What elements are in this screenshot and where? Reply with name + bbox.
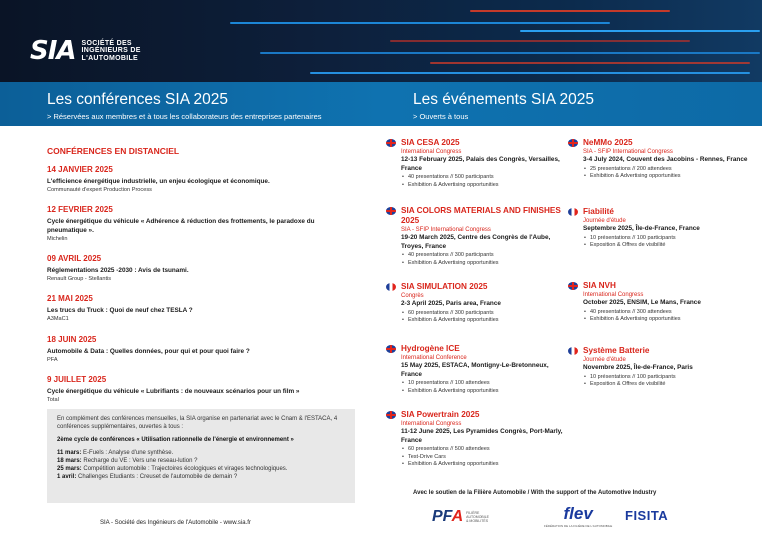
note-item [57, 465, 345, 473]
conference-organizer: Total [47, 397, 59, 403]
sia-logo[interactable] [30, 36, 141, 66]
note-cycle-title: 2ème cycle de conférences « Utilisation rationnelle de l'énergie et environnement » [57, 437, 294, 443]
event-item[interactable] [386, 410, 566, 469]
conference-title: Les trucs du Truck : Quoi de neuf chez TESLA ? [47, 307, 193, 314]
note-item-text: Challenges Etudiants : Creuset de l'automobile de demain ? [76, 474, 238, 480]
title-band [0, 82, 762, 126]
event-type: International Congress [401, 421, 462, 427]
event-detail: • Exhibition & Advertising opportunities [408, 260, 566, 268]
france-flag-icon [568, 347, 578, 355]
light-streak [520, 30, 760, 32]
event-detail: • Exposition & Offres de visibilité [590, 242, 758, 250]
conference-item [47, 375, 347, 403]
france-flag-icon [386, 283, 396, 291]
event-item[interactable] [386, 138, 566, 189]
note-item-text: Recharge du VE : Vers une reseau-lution ? [81, 458, 198, 464]
event-detail: • 25 presentations // 200 attendees [590, 166, 758, 174]
event-type: SIA - SFIP International Congress [583, 149, 673, 155]
pfa-logo[interactable] [432, 508, 489, 526]
event-detail: • Test-Drive Cars [408, 454, 566, 462]
flev-logo[interactable] [544, 504, 612, 528]
event-name: SIA NVH [583, 281, 616, 290]
event-details [408, 446, 566, 469]
note-item [57, 473, 345, 481]
event-place: October 2025, ENSIM, Le Mans, France [583, 299, 701, 306]
uk-flag-icon [386, 139, 396, 147]
event-detail: • 60 presentations // 500 attendees [408, 446, 566, 454]
note-item-date: 11 mars: [57, 450, 82, 456]
note-item [57, 449, 345, 457]
event-detail: • 40 presentations // 300 participants [408, 252, 566, 260]
conference-date: 9 JUILLET 2025 [47, 375, 107, 384]
logo-text-line: SOCIÉTÉ DES [81, 39, 132, 47]
events-subtitle: > Ouverts à tous [413, 112, 469, 121]
logo-text-line: L'AUTOMOBILE [81, 54, 138, 62]
event-details [408, 310, 566, 325]
light-streak [390, 40, 690, 42]
pfa-logo-mark [432, 508, 463, 526]
light-streak [230, 22, 610, 24]
event-name: SIA CESA 2025 [401, 138, 460, 147]
uk-flag-icon [386, 207, 396, 215]
light-streak [470, 10, 670, 12]
conference-date: 09 AVRIL 2025 [47, 254, 102, 263]
event-name: SIA COLORS MATERIALS AND FINISHES 2025 [401, 206, 561, 225]
event-detail: • 10 présentations // 100 participants [590, 374, 758, 382]
note-item-text: E-Fuels : Analyse d'une synthèse. [81, 450, 174, 456]
event-type: SIA - SFIP International Congress [401, 227, 491, 233]
event-place: 11-12 June 2025, Les Pyramides Congrès, Port-Marly, France [401, 428, 563, 444]
conference-title: Cycle énergétique du véhicule « Lubrifiants : de nouveaux scénarios pour un film » [47, 388, 300, 395]
uk-flag-icon [568, 139, 578, 147]
conference-organizer: A3MaC1 [47, 316, 69, 322]
sia-logo-mark: SIA [30, 36, 76, 66]
event-detail: • 40 presentations // 300 attendees [590, 309, 758, 317]
conference-date: 18 JUIN 2025 [47, 335, 97, 344]
pfa-logo-letters: PF [432, 508, 452, 525]
event-item[interactable] [568, 281, 758, 324]
conferences-heading: CONFÉRENCES EN DISTANCIEL [47, 146, 180, 156]
conference-title: Réglementations 2025 -2030 : Avis de tsunami. [47, 267, 189, 274]
conference-item [47, 165, 347, 193]
pfa-logo-subtitle-line: FILIÈRE [466, 511, 480, 515]
note-intro: En complément des conférences mensuelles, la SIA organise en partenariat avec le Cnam & l'ESTACA, 4 conférences supplémentaires, ouvertes à tous : [57, 416, 338, 430]
event-item[interactable] [568, 207, 758, 250]
event-detail: • 10 presentations // 100 attendees [408, 380, 566, 388]
event-type: Journée d'étude [583, 357, 626, 363]
event-item[interactable] [568, 346, 758, 389]
light-streak [310, 72, 750, 74]
event-type: Congrès [401, 293, 424, 299]
note-item [57, 457, 345, 465]
conference-organizer: Michelin [47, 236, 68, 242]
event-details [408, 252, 566, 267]
uk-flag-icon [386, 345, 396, 353]
conference-item [47, 294, 347, 322]
conference-item [47, 335, 347, 363]
event-place: 3-4 July 2024, Couvent des Jacobins - Rennes, France [583, 156, 748, 163]
event-place: 2-3 April 2025, Paris area, France [401, 300, 501, 307]
pfa-logo-subtitle-line: AUTOMOBILE [466, 515, 490, 519]
event-place: 15 May 2025, ESTACA, Montigny-Le-Bretonneux, France [401, 362, 549, 378]
uk-flag-icon [386, 411, 396, 419]
event-detail: • Exhibition & Advertising opportunities [408, 461, 566, 469]
conference-organizer: PFA [47, 357, 58, 363]
pfa-logo-subtitle-line: & MOBILITÉS [466, 519, 489, 523]
event-type: International Conference [401, 355, 467, 361]
events-title: Les événements SIA 2025 [413, 91, 594, 108]
event-details [590, 374, 758, 389]
conference-date: 14 JANVIER 2025 [47, 165, 113, 174]
supplementary-conferences-box [47, 409, 355, 503]
event-details [590, 235, 758, 250]
event-name: Système Batterie [583, 346, 650, 355]
conference-title: Automobile & Data : Quelles données, pour qui et pour quoi faire ? [47, 348, 250, 355]
event-detail: • Exhibition & Advertising opportunities [408, 388, 566, 396]
event-details [590, 309, 758, 324]
event-detail: • Exhibition & Advertising opportunities [408, 182, 566, 190]
light-streak [260, 52, 760, 54]
event-type: Journée d'étude [583, 218, 626, 224]
event-detail: • 10 présentations // 100 participants [590, 235, 758, 243]
event-detail: • 40 presentations // 500 participants [408, 174, 566, 182]
event-place: 12-13 February 2025, Palais des Congrès, Versailles, France [401, 156, 560, 172]
pfa-logo-letter-a: A [451, 508, 464, 525]
event-detail: • Exhibition & Advertising opportunities [590, 173, 758, 181]
conference-title: Cycle énergétique du véhicule « Adhérence & réduction des frottements, le paradoxe du pneumatique ». [47, 218, 315, 234]
event-detail: • Exhibition & Advertising opportunities [408, 317, 566, 325]
conferences-title: Les conférences SIA 2025 [47, 91, 228, 108]
conference-item [47, 205, 347, 242]
event-item[interactable] [568, 138, 758, 181]
conferences-subtitle: > Réservées aux membres et à tous les collaborateurs des entreprises partenaires [47, 112, 322, 121]
event-name: Hydrogène ICE [401, 344, 460, 353]
event-details [408, 174, 566, 189]
note-item-date: 1 avril: [57, 474, 77, 480]
event-item[interactable] [386, 344, 566, 395]
logo-text-line: INGÉNIEURS DE [81, 47, 141, 55]
note-item-date: 25 mars: [57, 466, 82, 472]
event-detail: • 60 presentations // 300 participants [408, 310, 566, 318]
note-item-text: Compétition automobile : Trajectoires écologiques et virages technologiques. [81, 466, 288, 472]
event-details [408, 380, 566, 395]
conference-title: L'efficience énergétique industrielle, un enjeu écologique et économique. [47, 178, 270, 185]
sia-logo-text [82, 40, 141, 63]
event-place: Novembre 2025, Île-de-France, Paris [583, 364, 693, 371]
uk-flag-icon [568, 282, 578, 290]
event-type: International Congress [401, 149, 462, 155]
flev-logo-subtitle: FÉDÉRATION DE LA FILIÈRE DE L'AUTOMOBILE [544, 524, 613, 528]
event-name: Fiabilité [583, 207, 614, 216]
conference-date: 21 MAI 2025 [47, 294, 93, 303]
pfa-logo-subtitle [466, 511, 489, 523]
fisita-logo[interactable]: FISITA [625, 508, 669, 523]
event-detail: • Exposition & Offres de visibilité [590, 381, 758, 389]
event-type: International Congress [583, 292, 644, 298]
france-flag-icon [568, 208, 578, 216]
conference-item [47, 254, 347, 282]
conference-date: 12 FEVRIER 2025 [47, 205, 113, 214]
support-statement: Avec le soutien de la Filière Automobile / With the support of the Automotive Industry [413, 490, 657, 496]
event-item[interactable] [386, 282, 566, 325]
flev-logo-mark: flev [563, 504, 593, 523]
light-streak [430, 62, 750, 64]
event-name: SIA SIMULATION 2025 [401, 282, 488, 291]
hero-banner [0, 0, 762, 82]
event-place: Septembre 2025, Île-de-France, France [583, 225, 700, 232]
conference-organizer: Renault Group - Stellantis [47, 276, 112, 282]
conference-organizer: Communauté d'expert Production Process [47, 187, 152, 193]
event-place: 19-20 March 2025, Centre des Congrès de l'Aube, Troyes, France [401, 234, 551, 250]
event-name: NeMMo 2025 [583, 138, 633, 147]
event-item[interactable] [386, 206, 566, 267]
footer-credit[interactable]: SIA - Société des Ingénieurs de l'Automobile - www.sia.fr [100, 520, 251, 526]
event-name: SIA Powertrain 2025 [401, 410, 480, 419]
note-item-date: 18 mars: [57, 458, 82, 464]
event-detail: • Exhibition & Advertising opportunities [590, 316, 758, 324]
event-details [590, 166, 758, 181]
